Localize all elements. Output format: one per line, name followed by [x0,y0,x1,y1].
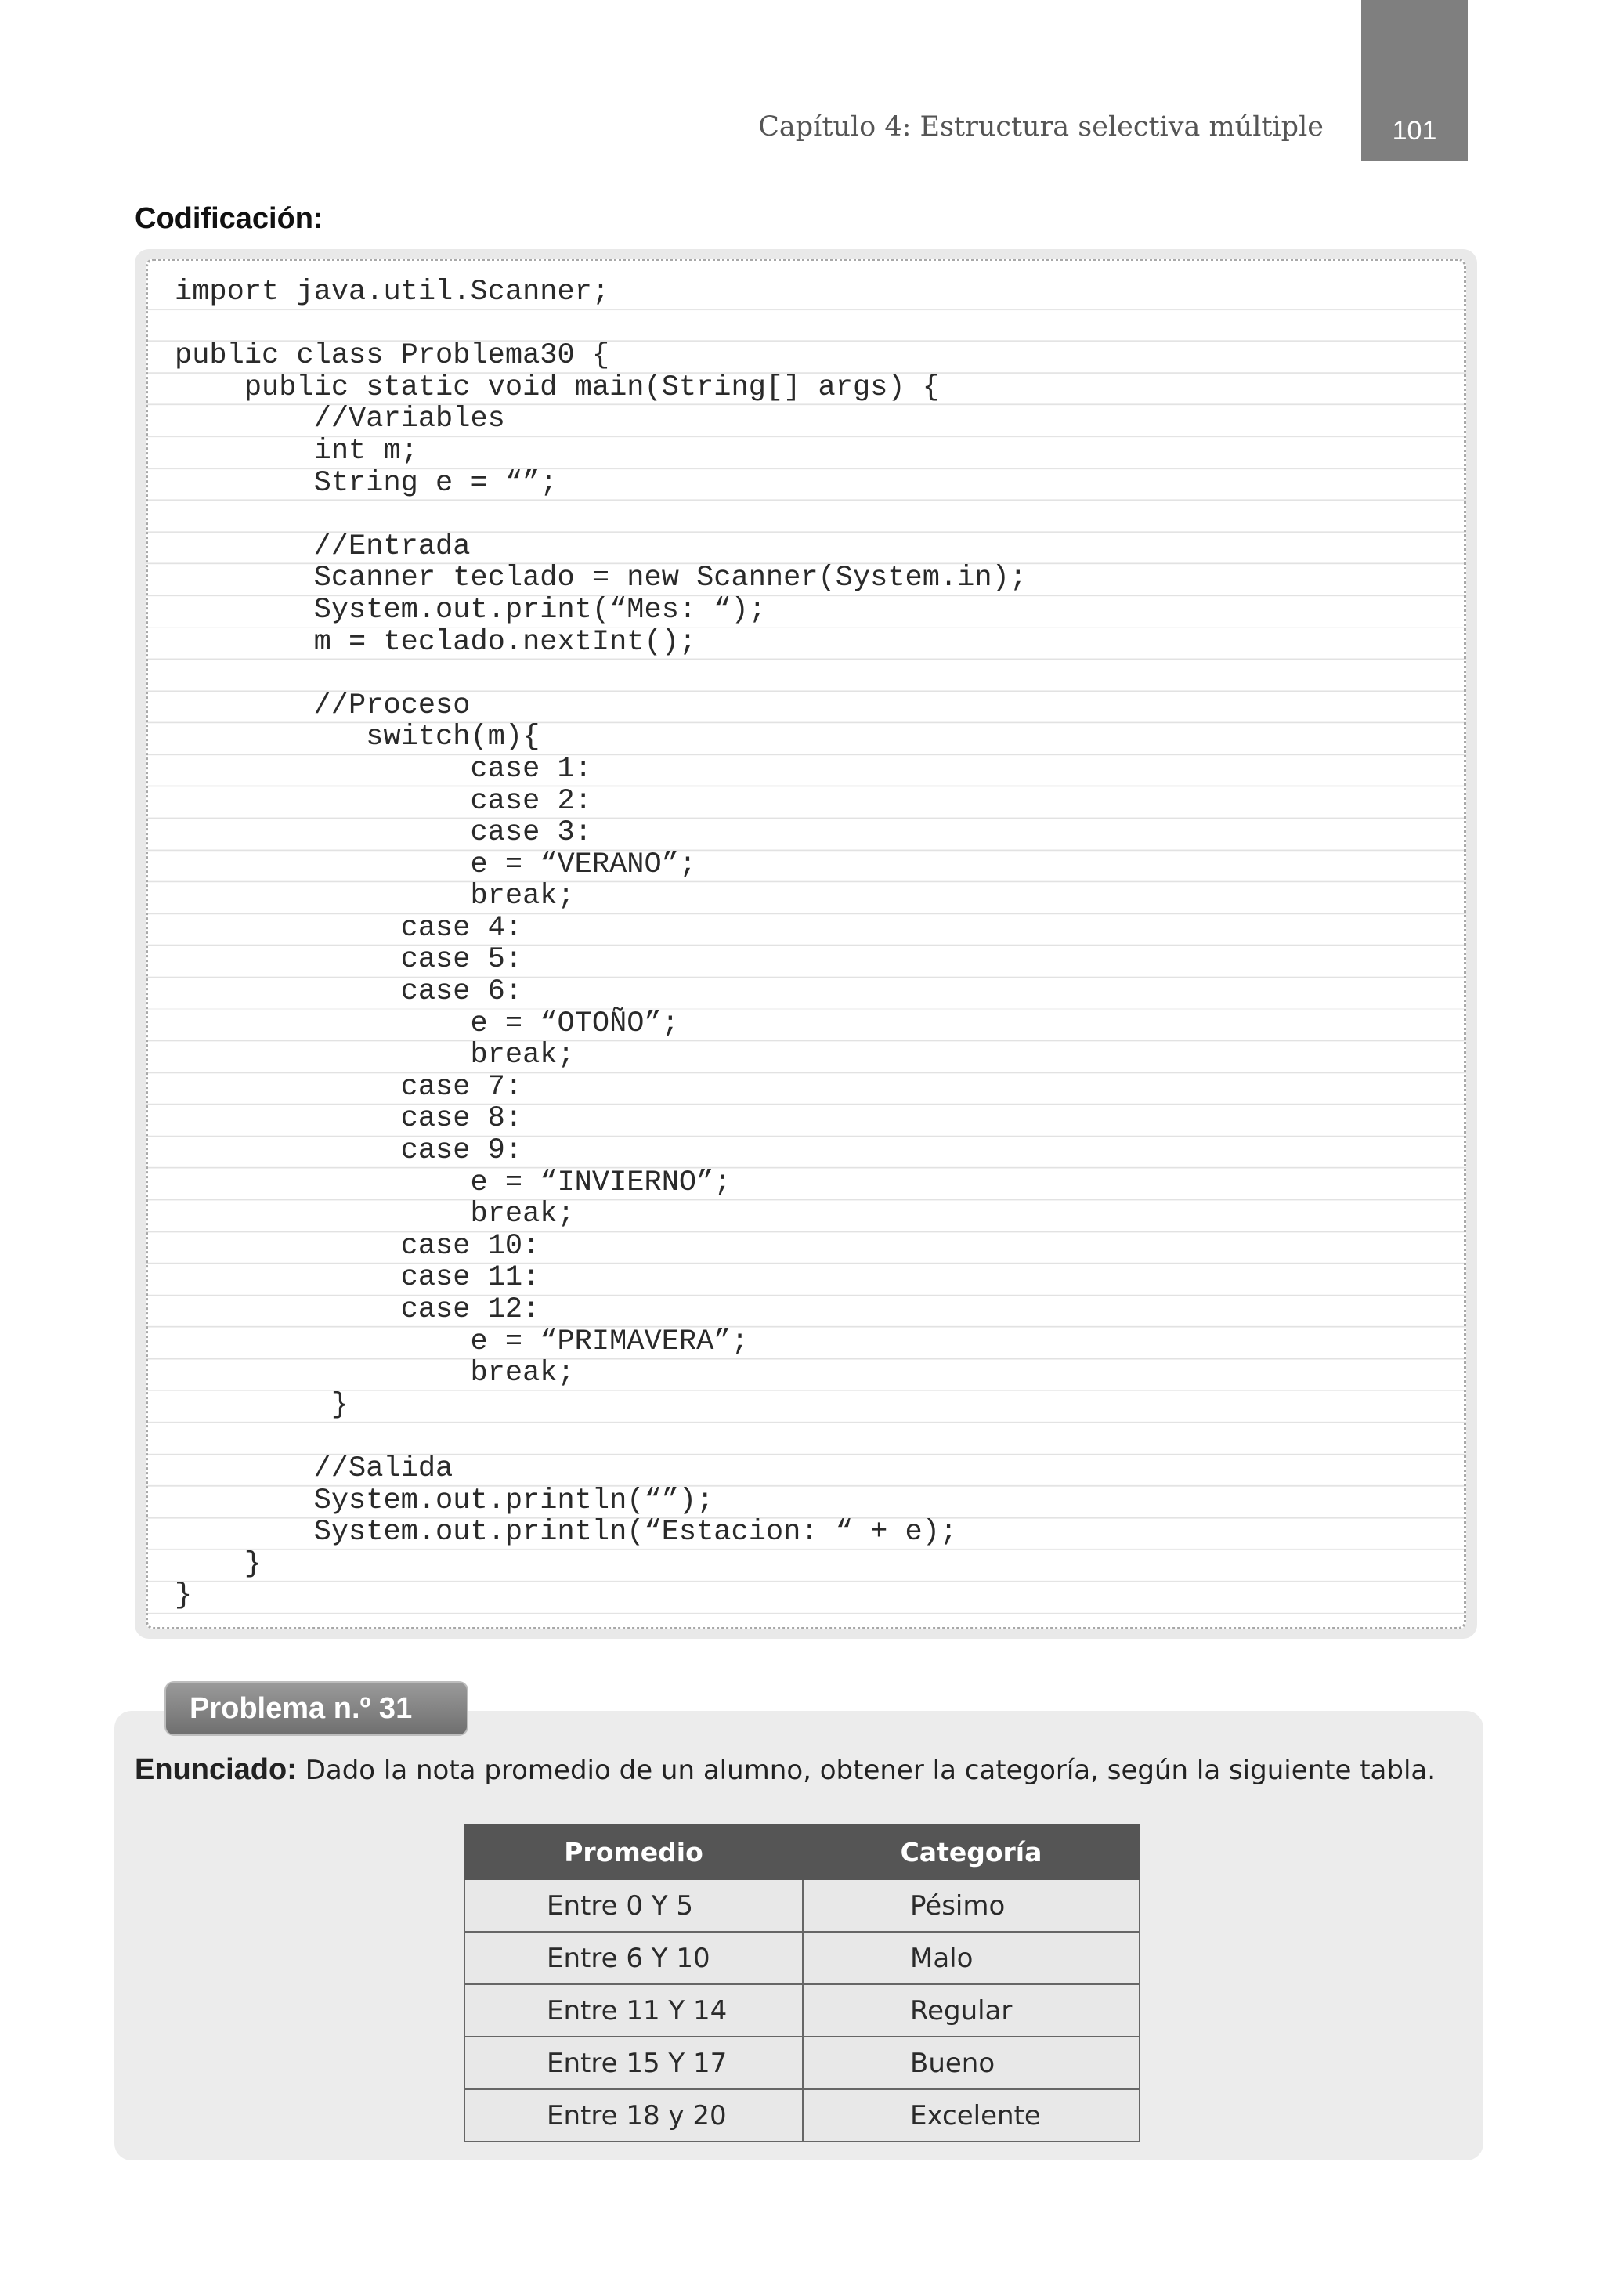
code-line: e = “PRIMAVERA”; [175,1325,749,1358]
code-line: //Salida [175,1452,453,1485]
code-line: case 8: [175,1102,523,1136]
table-cell-promedio: Entre 0 Y 5 [464,1879,803,1932]
table-cell-categoria: Regular [803,1984,1140,2037]
code-line: case 11: [175,1261,540,1295]
table-header-row [464,1824,1140,1879]
code-line: Scanner teclado = new Scanner(System.in); [175,562,1027,595]
code-line: case 2: [175,784,592,818]
code-paper [146,259,1466,1629]
code-line: System.out.println(“Estacion: “ + e); [175,1516,958,1549]
code-line: break; [175,1357,575,1390]
code-line: e = “VERANO”; [175,848,697,881]
table-cell-categoria: Excelente [803,2089,1140,2142]
statement-label: Enunciado: [135,1753,297,1786]
code-line: import java.util.Scanner; [175,276,610,309]
code-line: case 12: [175,1293,540,1326]
table-cell-categoria: Bueno [803,2037,1140,2089]
code-line: case 7: [175,1070,523,1104]
code-line: //Entrada [175,530,471,563]
code-listing [175,277,1027,1612]
table-cell-promedio: Entre 11 Y 14 [464,1984,803,2037]
column-header-promedio: Promedio [464,1824,803,1879]
code-line: break; [175,880,575,913]
running-head: Capítulo 4: Estructura selectiva múltiple [758,111,1324,143]
code-line: case 5: [175,943,523,977]
code-line: //Proceso [175,689,471,722]
table-cell-categoria: Pésimo [803,1879,1140,1932]
table-row [464,2037,1140,2089]
code-line: e = “OTOÑO”; [175,1007,679,1040]
code-line: public class Problema30 { [175,339,610,373]
code-line: switch(m){ [175,721,540,754]
code-line: } [175,1579,193,1613]
category-table [464,1824,1140,2142]
code-line: e = “INVIERNO”; [175,1166,732,1199]
problem-label: Problema n.º 31 [164,1681,468,1736]
code-line: case 1: [175,752,592,786]
table-row [464,1932,1140,1984]
table-row [464,1879,1140,1932]
table-row [464,2089,1140,2142]
column-header-categoria: Categoría [803,1824,1140,1879]
code-line: } [175,1547,262,1581]
code-line: String e = “”; [175,466,558,500]
code-line: //Variables [175,403,505,436]
page-number-tab [1361,0,1468,161]
table-cell-promedio: Entre 18 y 20 [464,2089,803,2142]
problem-statement [135,1753,1482,1787]
code-line: case 9: [175,1134,523,1168]
code-line: break; [175,1198,575,1231]
code-line: public static void main(String[] args) { [175,371,940,404]
code-line: System.out.println(“”); [175,1484,714,1517]
code-line: System.out.print(“Mes: “); [175,593,766,627]
table-cell-promedio: Entre 15 Y 17 [464,2037,803,2089]
code-line: m = teclado.nextInt(); [175,625,697,659]
code-panel [135,249,1477,1639]
code-line: case 10: [175,1229,540,1263]
code-line: break; [175,1039,575,1072]
table-cell-promedio: Entre 6 Y 10 [464,1932,803,1984]
code-line: int m; [175,434,418,468]
table-row [464,1984,1140,2037]
page-number: 101 [1392,116,1437,146]
code-line: } [175,1388,349,1422]
statement-text: Dado la nota promedio de un alumno, obtener la categoría, según la siguiente tabla. [296,1755,1436,1786]
code-line: case 4: [175,911,523,945]
table-cell-categoria: Malo [803,1932,1140,1984]
code-line: case 6: [175,975,523,1009]
section-heading: Codificación: [135,202,323,235]
code-line: case 3: [175,816,592,850]
